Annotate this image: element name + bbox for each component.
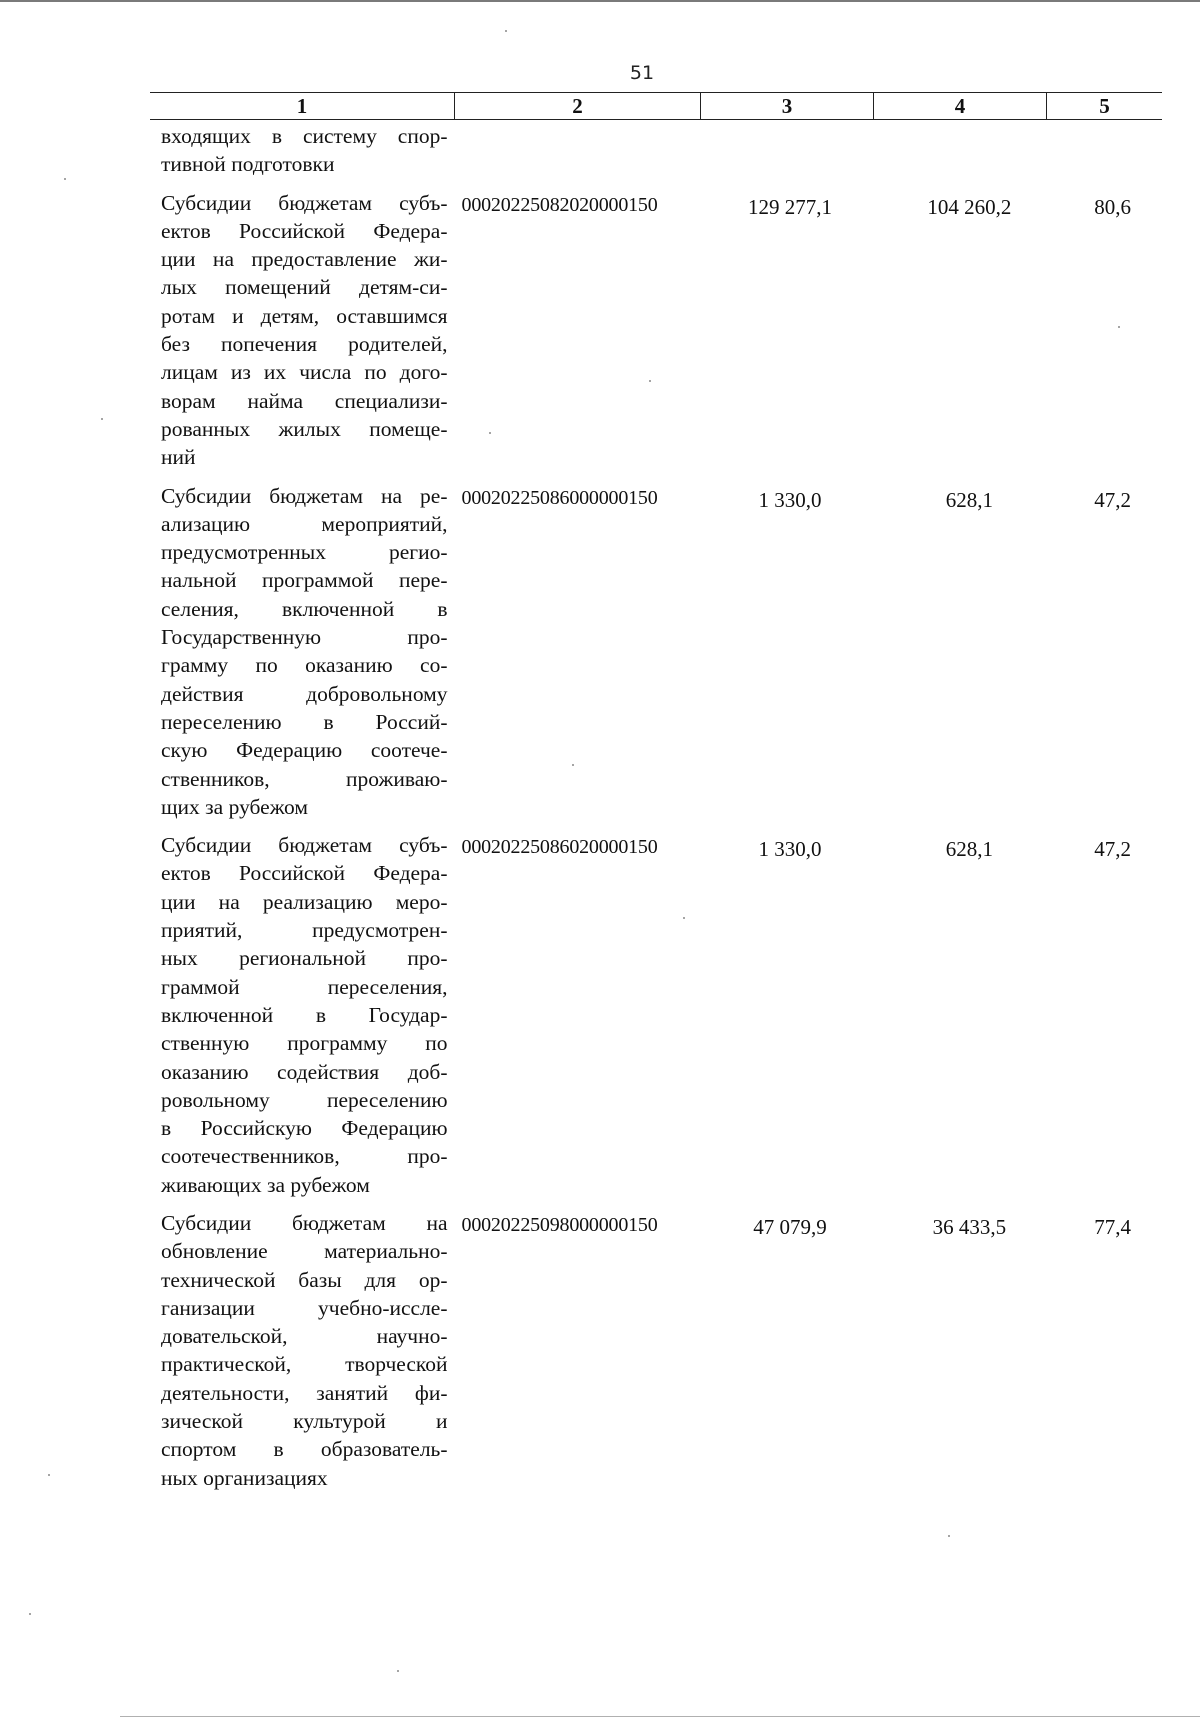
row-name-line: технической базы для ор-	[161, 1267, 448, 1292]
row-name-line: ворам найма специализи-	[161, 388, 448, 413]
row-col5-cell: 47,2	[1094, 837, 1131, 862]
page-number: 51	[629, 62, 655, 84]
header-cell: 2	[454, 93, 700, 119]
row-name-line: ственную программу по	[161, 1031, 448, 1056]
row-name-line: соотечественников, про-	[161, 1144, 448, 1169]
row-name-line: скую Федерацию соотече-	[161, 738, 448, 763]
row-name-line: переселению в Россий-	[161, 709, 448, 734]
row-name-line: грамму по оказанию со-	[161, 653, 448, 678]
row-name-line: ственников, проживаю-	[161, 766, 448, 791]
budget-table	[150, 92, 1162, 1502]
table-row	[150, 189, 1162, 472]
row-name-line: нальной программой пере-	[161, 568, 448, 593]
row-name-line: ализацию мероприятий,	[161, 511, 448, 536]
row-name-line: ции на предоставление жи-	[161, 247, 448, 272]
header-cell: 1	[296, 94, 308, 118]
row-name-line: входящих в систему спор-	[161, 124, 448, 148]
row-name-line: ний	[161, 445, 196, 470]
row-name-line: спортом в образователь-	[161, 1437, 448, 1462]
table-row	[150, 831, 1162, 1199]
header-cell: 3	[700, 93, 873, 119]
row-name-line: ровольному переселению	[161, 1087, 448, 1112]
row-name-line: щих за рубежом	[161, 794, 308, 819]
row-name-line: Субсидии бюджетам на	[161, 1210, 448, 1235]
row-code-cell	[462, 122, 705, 124]
row-name-line: рованных жилых помеще-	[161, 416, 448, 441]
row-name-line: включенной в Государ-	[161, 1002, 448, 1027]
row-name-cell	[150, 122, 448, 179]
row-col4-cell: 104 260,2	[927, 194, 1012, 219]
row-col5-cell: 47,2	[1094, 487, 1131, 512]
scan-edge-top	[0, 0, 1200, 2]
row-name-line: ектов Российской Федера-	[161, 218, 448, 243]
table-body	[150, 122, 1162, 1492]
row-name-line: оказанию содействия доб-	[161, 1059, 448, 1084]
row-name-cell	[150, 831, 448, 1199]
row-col3-cell: 1 330,0	[758, 837, 822, 862]
row-col3-cell: 129 277,1	[748, 194, 833, 219]
row-col5-cell	[1063, 122, 1162, 126]
row-name-line: Субсидии бюджетам на ре-	[161, 483, 448, 508]
row-name-line: ганизации учебно-иссле-	[161, 1295, 448, 1320]
row-name-line: Субсидии бюджетам субъ-	[161, 833, 448, 858]
row-col3-cell	[705, 122, 876, 126]
header-cell: 5	[1046, 93, 1162, 119]
table-header	[150, 92, 1162, 120]
row-col4-cell	[875, 122, 1063, 126]
row-name-cell	[150, 189, 448, 472]
row-name-line: ных организациях	[161, 1465, 328, 1490]
row-code-cell: 00020225098000000150	[461, 1213, 658, 1236]
row-name-cell	[150, 482, 448, 822]
row-name-line: довательской, научно-	[161, 1324, 448, 1349]
row-name-line: лицам из их числа по дого-	[161, 360, 448, 385]
row-name-line: ектов Российской Федера-	[161, 861, 448, 886]
row-name-line: живающих за рубежом	[161, 1172, 370, 1197]
row-name-line: ротам и детям, оставшимся	[161, 303, 448, 328]
row-name-line: приятий, предусмотрен-	[161, 918, 448, 943]
row-code-cell: 00020225086000000150	[461, 486, 658, 509]
row-col4-cell: 36 433,5	[932, 1214, 1007, 1239]
row-name-line: предусмотренных регио-	[161, 540, 448, 565]
row-name-line: зической культурой и	[161, 1409, 448, 1434]
row-name-line: ции на реализацию меро-	[161, 889, 448, 914]
scan-edge-bottom	[120, 1716, 1200, 1717]
row-name-line: тивной подготовки	[161, 152, 335, 177]
row-col3-cell: 47 079,9	[753, 1214, 827, 1239]
row-name-line: действия добровольному	[161, 681, 448, 706]
row-name-line: Субсидии бюджетам субъ-	[161, 190, 448, 215]
row-name-line: практической, творческой	[161, 1352, 448, 1377]
row-name-cell	[150, 1209, 448, 1492]
row-name-line: в Российскую Федерацию	[161, 1116, 448, 1141]
row-col5-cell: 77,4	[1094, 1214, 1131, 1239]
row-name-line: граммой переселения,	[161, 974, 448, 999]
row-name-line: деятельности, занятий фи-	[161, 1380, 448, 1405]
table-row	[150, 482, 1162, 822]
header-cell: 4	[873, 93, 1046, 119]
table-row	[150, 122, 1162, 179]
row-col4-cell: 628,1	[945, 487, 993, 512]
row-name-line: Государственную про-	[161, 625, 448, 650]
row-col5-cell: 80,6	[1094, 194, 1131, 219]
row-col4-cell: 628,1	[945, 837, 993, 862]
row-code-cell: 00020225086020000150	[461, 836, 658, 859]
row-name-line: лых помещений детям-си-	[161, 275, 448, 300]
row-name-line: селения, включенной в	[161, 596, 448, 621]
row-col3-cell: 1 330,0	[758, 487, 822, 512]
row-name-line: ных региональной про-	[161, 946, 448, 971]
row-name-line: обновление материально-	[161, 1239, 448, 1264]
row-code-cell: 00020225082020000150	[461, 193, 658, 216]
table-row	[150, 1209, 1162, 1492]
row-name-line: без попечения родителей,	[161, 332, 448, 357]
